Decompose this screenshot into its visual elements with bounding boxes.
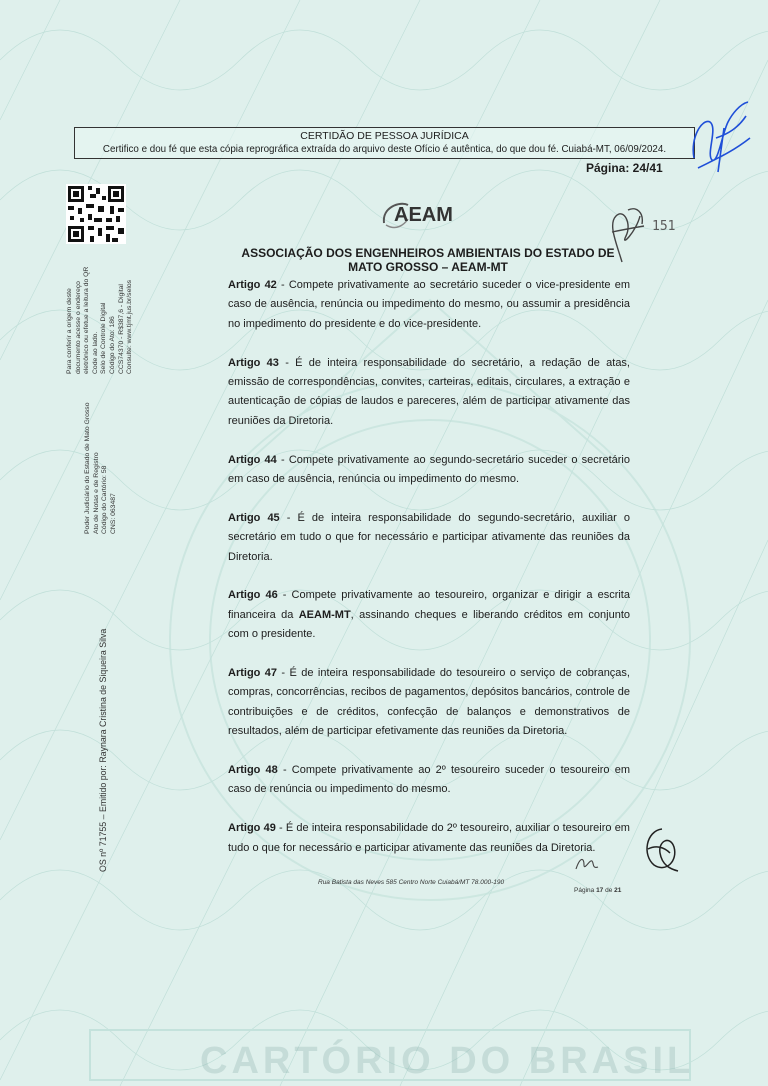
article-44: Artigo 44 - Compete privativamente ao segundo-secretário suceder o secretário em caso de ausência, renúncia ou impedimento do mesmo.: [228, 453, 630, 486]
registry-notice: [84, 403, 118, 534]
footer-page-label: Página: [574, 887, 595, 894]
article-label: Artigo 42: [228, 279, 277, 291]
footer-page-current: 17: [596, 887, 604, 894]
aeam-logo: [378, 197, 478, 231]
footer-page-of: de: [605, 887, 613, 894]
article-47: Artigo 47 - É de inteira responsabilidade do tesoureiro o serviço de cobranças, compras, concorrências, recibos de pagamentos, depósitos bancários, controle de contribuições e de créditos, confecção de balanços e demonstrativos de resultados, além de participar efetivamente das reuniões da Diretoria.: [228, 667, 630, 738]
watermark-text: CARTÓRIO DO BRASIL: [200, 1040, 695, 1082]
side-line: Ato de Notas e de Registro: [92, 452, 100, 534]
page-counter: Página: 24/41: [586, 161, 663, 175]
side-line: CCS74370 - R$387,6 - Digital: [117, 284, 125, 374]
article-text: É de inteira responsabilidade do secretário, a redação de atas, emissão de correspondências, convites, carteiras, editais, circulares, a extração e autenticação de cópias de laudos e pareceres, além de participar ativamente das reuniões da Diretoria.: [228, 356, 630, 427]
side-line: Consulte: www.tjmt.jus.br/selos: [126, 279, 134, 374]
article-label: Artigo 44: [228, 453, 277, 466]
signature-right: [640, 825, 682, 875]
side-line: Selo de Controle Digital: [100, 302, 108, 374]
side-line: eletrônico ou efetue a leitura do QR: [83, 266, 91, 374]
article-45: Artigo 45 - É de inteira responsabilidade do segundo-secretário, auxiliar o secretário em tudo o que for necessário e participar ativamente das reuniões da Diretoria.: [228, 511, 630, 563]
article-label: Artigo 49: [228, 822, 276, 835]
article-text: Compete privativamente ao 2º tesoureiro suceder o tesoureiro em caso de renúncia ou impedimento do mesmo.: [228, 764, 630, 796]
article-text: É de inteira responsabilidade do 2º tesoureiro, auxiliar o tesoureiro em tudo o que for necessário e participar ativamente das reuniões da Diretoria.: [228, 822, 630, 854]
certificate-title: CERTIDÃO DE PESSOA JURÍDICA: [300, 130, 469, 142]
article-48: Artigo 48 - Compete privativamente ao 2º tesoureiro suceder o tesoureiro em caso de renúncia ou impedimento do mesmo.: [228, 764, 630, 796]
side-line: Para conferir a origem deste: [66, 288, 73, 374]
certificate-header: [74, 127, 695, 159]
article-43: Artigo 43 - É de inteira responsabilidade do secretário, a redação de atas, emissão de correspondências, convites, carteiras, editais, circulares, a extração e autenticação de cópias de laudos e pareceres, além de participar ativamente das reuniões da Diretoria.: [228, 356, 630, 427]
article-bold-term: AEAM-MT: [298, 608, 351, 621]
footer-page-number: [574, 887, 621, 894]
side-line: Code ao lado.: [91, 331, 99, 374]
article-text: Compete privativamente ao secretário suceder o vice-presidente em caso de ausência, renúncia ou impedimento do mesmo, ou assumir a presidência no impedimento do presidente e do vice-presidente.: [228, 279, 630, 330]
qr-code: [66, 184, 126, 244]
side-line: documento acesse o endereço: [74, 281, 82, 374]
side-line: CNS: 063487: [109, 493, 117, 534]
article-label: Artigo 43: [228, 356, 279, 369]
association-title: [228, 246, 628, 274]
article-text: É de inteira responsabilidade do segundo-secretário, auxiliar o secretário em tudo o que for necessário e participar ativamente das reuniões da Diretoria.: [228, 511, 630, 563]
article-text: Compete privativamente ao tesoureiro, organizar e dirigir a escrita financeira da: [228, 589, 630, 621]
side-line: Código do Ato: 186: [108, 316, 116, 374]
article-46: Artigo 46 - Compete privativamente ao tesoureiro, organizar e dirigir a escrita financeira da AEAM-MT, assinando cheques e liberando créditos em conjunto com o presidente.: [228, 589, 631, 641]
article-label: Artigo 45: [228, 511, 280, 524]
stamp-number: 151: [652, 219, 676, 234]
certificate-text: Certifico e dou fé que esta cópia reprográfica extraída do arquivo deste Ofício é autêntica, do que dou fé. Cuiabá-MT, 06/09/2024.: [102, 144, 667, 155]
articles-body: [228, 276, 630, 877]
logo-text: AEAM: [394, 204, 453, 226]
article-text: Compete privativamente ao segundo-secretário suceder o secretário em caso de ausência, renúncia ou impedimento do mesmo.: [228, 453, 630, 486]
article-label: Artigo 48: [228, 764, 278, 777]
footer-page-total: 21: [614, 887, 622, 894]
article-label: Artigo 46: [228, 589, 278, 602]
article-text: É de inteira responsabilidade do tesoureiro o serviço de cobranças, compras, concorrências, recibos de pagamentos, depósitos bancários, controle de contribuições e de créditos, confecção de balanços e demonstrativos de resultados, além de participar efetivamente das reuniões da Diretoria.: [228, 667, 630, 738]
association-title-line: MATO GROSSO – AEAM-MT: [348, 260, 508, 274]
association-title-line: ASSOCIAÇÃO DOS ENGENHEIROS AMBIENTAIS DO ESTADO DE: [241, 246, 615, 260]
side-line: Poder Judiciário do Estado de Mato Grosso: [84, 402, 91, 534]
side-line: Código do Cartório: 58: [101, 465, 109, 534]
footer-address: Rua Batista das Neves 585 Centro Norte Cuiabá/MT 78.000-190: [318, 879, 505, 886]
article-42: Artigo 42 - Compete privativamente ao secretário suceder o vice-presidente em caso de ausência, renúncia ou impedimento do mesmo, ou assumir a presidência no impedimento do presidente e do vice-presidente.: [228, 279, 630, 330]
article-label: Artigo 47: [228, 667, 278, 680]
initials: [574, 853, 600, 873]
verification-notice: [66, 267, 135, 374]
signature-top: [688, 98, 752, 176]
issued-by-note: OS nº 71755 – Emitido por: Raynara Cristina de Siqueira Silva: [98, 628, 108, 872]
article-49: Artigo 49 - É de inteira responsabilidade do 2º tesoureiro, auxiliar o tesoureiro em tudo o que for necessário e participar ativamente das reuniões da Diretoria.: [228, 822, 630, 854]
article-text: , assinando cheques e liberando créditos em conjunto com o presidente.: [228, 608, 631, 641]
